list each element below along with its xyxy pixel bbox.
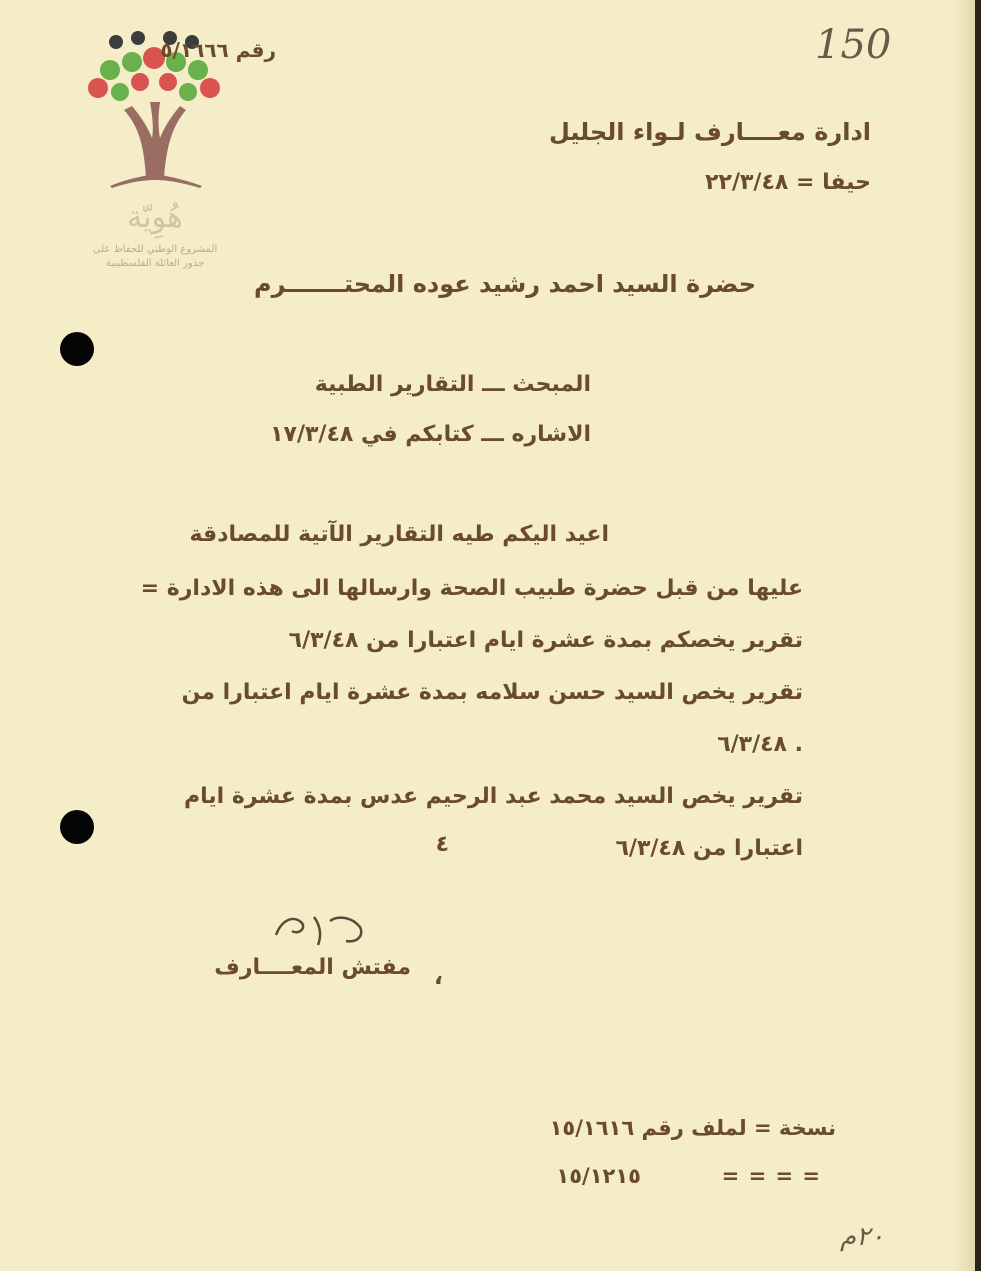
body-line-7: اعتبارا من ٦/٣/٤٨	[615, 836, 803, 861]
body-line-5: ٦/٣/٤٨ .	[717, 732, 803, 757]
signature-title: مفتش المعــــارف	[214, 955, 411, 980]
subject-line: المبحث ـــ التقارير الطبية	[314, 372, 591, 397]
scan-edge	[975, 0, 981, 1271]
logo-subtitle-line2: جذور العائلة الفلسطينية	[105, 258, 205, 269]
copy-line-1: نسخة = لملف رقم ١٥/١٦١٦	[549, 1116, 836, 1140]
scan-edge-shadow	[953, 0, 975, 1271]
copy-line-2-marks: = = = =	[721, 1164, 821, 1188]
page-mark: 150	[815, 22, 892, 68]
addressee-line: حضرة السيد احمد رشيد عوده المحتـــــــرم	[254, 270, 756, 298]
office-heading: ادارة معــــارف لـواء الجليل	[548, 118, 871, 146]
footer-mark: ٢٠م	[840, 1222, 885, 1252]
body-tail-mark: ٤	[435, 832, 449, 857]
body-line-3: تقرير يخصكم بمدة عشرة ايام اعتبارا من ٦/٣/٤٨	[288, 628, 803, 653]
reference-line: الاشاره ـــ كتابكم في ١٧/٣/٤٨	[270, 422, 591, 447]
logo-subtitle-line1: المشروع الوطني للحفاظ على	[92, 244, 218, 255]
punch-hole-bottom	[60, 810, 94, 844]
body-line-4: تقرير يخص السيد حسن سلامه بمدة عشرة ايام اعتبارا من	[181, 680, 803, 705]
logo-wordmark: هُوِيّة	[127, 200, 183, 235]
copy-line-2-number: ١٥/١٢١٥	[556, 1164, 641, 1188]
body-line-2: عليها من قبل حضرة طبيب الصحة وارسالها الى هذه الادارة =	[140, 576, 803, 601]
place-date: حيفا = ٢٢/٣/٤٨	[705, 170, 871, 195]
body-line-6: تقرير يخص السيد محمد عبد الرحيم عدس بمدة عشرة ايام	[184, 784, 803, 809]
handwritten-signature	[268, 905, 378, 955]
signature-side-mark: ،	[433, 962, 443, 990]
punch-hole-top	[60, 332, 94, 366]
body-line-1: اعيد اليكم طيه التقارير الآتية للمصادقة	[189, 522, 609, 547]
reference-number: رقم ٥/١٦٦٦	[160, 38, 276, 62]
